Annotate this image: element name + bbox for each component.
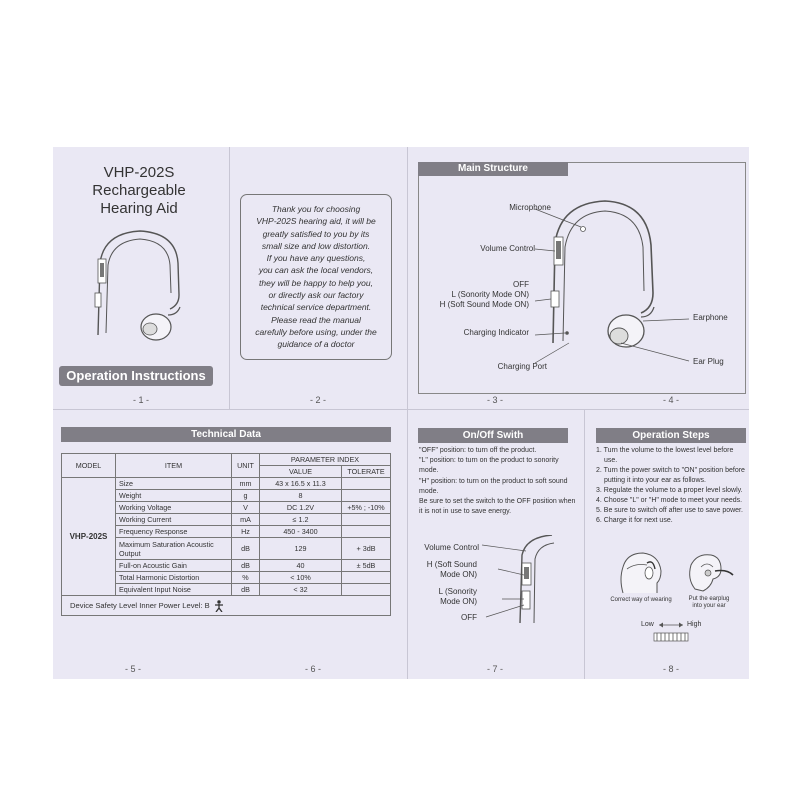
item-cell: Weight bbox=[116, 490, 232, 502]
unit-cell: g bbox=[232, 490, 260, 502]
switch-detail-illustration bbox=[478, 535, 558, 625]
operation-steps-list bbox=[596, 446, 748, 526]
fold-line-v3 bbox=[584, 409, 585, 679]
unit-cell: V bbox=[232, 502, 260, 514]
page-number-5: - 5 - bbox=[124, 664, 141, 674]
tolerate-cell bbox=[342, 526, 391, 538]
on-off-instructions bbox=[419, 446, 579, 517]
label-l-mode: L (Sonority Mode ON) bbox=[451, 290, 529, 299]
title-line1: Rechargeable bbox=[92, 182, 186, 199]
item-cell: Working Voltage bbox=[116, 502, 232, 514]
tolerate-cell: ± 5dB bbox=[342, 560, 391, 572]
on-off-line: "OFF" position: to turn off the product. bbox=[419, 447, 537, 454]
intro-box bbox=[240, 194, 392, 360]
intro-line: small size and low distortion. bbox=[261, 240, 371, 251]
col-model: MODEL bbox=[62, 454, 116, 478]
safety-row bbox=[62, 596, 391, 616]
page-number-8: - 8 - bbox=[662, 664, 679, 674]
step-item: 3. Regulate the volume to a proper level slowly. bbox=[596, 487, 743, 494]
caption-correct-wearing: Correct way of wearing bbox=[610, 597, 672, 603]
model-cell: VHP-202S bbox=[62, 478, 116, 596]
item-cell: Size bbox=[116, 478, 232, 490]
tolerate-cell bbox=[342, 584, 391, 596]
unit-cell: dB bbox=[232, 584, 260, 596]
item-cell: Working Current bbox=[116, 514, 232, 526]
value-cell: < 32 bbox=[260, 584, 342, 596]
label-earphone: Earphone bbox=[693, 313, 728, 322]
step-item: 6. Charge it for next use. bbox=[596, 517, 673, 524]
operation-instructions-label: Operation Instructions bbox=[59, 366, 213, 386]
item-cell: Maximum Saturation Acoustic Output bbox=[116, 538, 232, 560]
label-h-mode: H (Soft Sound Mode ON) bbox=[439, 300, 529, 309]
unit-cell: mm bbox=[232, 478, 260, 490]
unit-cell: Hz bbox=[232, 526, 260, 538]
tolerate-cell: +5% ; -10% bbox=[342, 502, 391, 514]
page-number-6: - 6 - bbox=[304, 664, 321, 674]
on-off-line: "H" position: to turn on the product to soft sound mode. bbox=[419, 477, 568, 495]
operation-steps-header: Operation Steps bbox=[596, 428, 746, 443]
manual-sheet bbox=[53, 147, 749, 679]
low-high-arrow-icon bbox=[657, 621, 685, 629]
caption-earplug-1: Put the earplug bbox=[688, 596, 730, 602]
type-b-person-icon bbox=[214, 600, 224, 612]
intro-line: or directly ask our factory bbox=[268, 290, 364, 301]
value-cell: < 10% bbox=[260, 572, 342, 584]
table-row bbox=[62, 478, 391, 490]
head-wearing-illustration bbox=[613, 549, 669, 595]
step-item: 2. Turn the power switch to "ON" position before putting it into your ear as follows. bbox=[596, 467, 745, 484]
value-cell: ≤ 1.2 bbox=[260, 514, 342, 526]
main-structure-illustration bbox=[533, 193, 693, 363]
item-cell: Equivalent Input Noise bbox=[116, 584, 232, 596]
item-cell: Total Harmonic Distortion bbox=[116, 572, 232, 584]
intro-line: greatly satisfied to you by its bbox=[262, 228, 370, 239]
page-number-7: - 7 - bbox=[486, 664, 503, 674]
page-number-2: - 2 - bbox=[309, 395, 326, 405]
col-parameter-index: PARAMETER INDEX bbox=[260, 454, 391, 466]
intro-line: you can ask the local vendors, bbox=[258, 265, 374, 276]
fold-line-v1 bbox=[229, 147, 230, 409]
step-item: 4. Choose "L" or "H" mode to meet your needs. bbox=[596, 497, 743, 504]
label-microphone: Microphone bbox=[509, 203, 551, 212]
on-off-line: "L" position: to turn on the product to sonority mode. bbox=[419, 457, 559, 475]
intro-line: they will be happy to help you, bbox=[259, 277, 373, 288]
title-line2: Hearing Aid bbox=[100, 200, 178, 217]
fold-line-v2 bbox=[407, 147, 408, 679]
label-low: Low bbox=[641, 621, 654, 628]
label-h-soft-1: H (Soft Sound bbox=[426, 560, 477, 569]
intro-line: Please read the manual bbox=[271, 314, 361, 325]
model-title: VHP-202S bbox=[103, 164, 175, 181]
main-structure-header: Main Structure bbox=[418, 162, 568, 176]
item-cell: Full-on Acoustic Gain bbox=[116, 560, 232, 572]
col-tolerate: TOLERATE bbox=[342, 466, 391, 478]
on-off-line: Be sure to set the switch to the OFF position when it is not in use to save energy. bbox=[419, 498, 576, 516]
tolerate-cell bbox=[342, 572, 391, 584]
col-unit: UNIT bbox=[232, 454, 260, 478]
unit-cell: dB bbox=[232, 560, 260, 572]
value-cell: DC 1.2V bbox=[260, 502, 342, 514]
step-item: 5. Be sure to switch off after use to save power. bbox=[596, 507, 743, 514]
tolerate-cell bbox=[342, 478, 391, 490]
tolerate-cell: + 3dB bbox=[342, 538, 391, 560]
safety-text: Device Safety Level Inner Power Level: B bbox=[70, 600, 210, 610]
step-item: 1. Turn the volume to the lowest level before use. bbox=[596, 447, 734, 464]
intro-line: technical service department. bbox=[260, 302, 372, 313]
unit-cell: mA bbox=[232, 514, 260, 526]
intro-line: carefully before using, under the bbox=[255, 326, 377, 337]
ear-plug-illustration bbox=[681, 549, 737, 595]
technical-data-header: Technical Data bbox=[61, 427, 391, 442]
label-l-sonority-2: Mode ON) bbox=[440, 597, 477, 606]
page-number-4: - 4 - bbox=[662, 395, 679, 405]
value-cell: 129 bbox=[260, 538, 342, 560]
page-number-1: - 1 - bbox=[132, 395, 149, 405]
label-volume-control-2: Volume Control bbox=[424, 543, 479, 552]
caption-earplug-2: into your ear bbox=[692, 603, 726, 609]
label-volume-control: Volume Control bbox=[480, 244, 535, 253]
item-cell: Frequency Response bbox=[116, 526, 232, 538]
label-off-2: OFF bbox=[461, 613, 477, 622]
label-ear-plug: Ear Plug bbox=[693, 357, 724, 366]
intro-line: If you have any questions, bbox=[266, 253, 366, 264]
tolerate-cell bbox=[342, 514, 391, 526]
intro-line: Thank you for choosing bbox=[271, 204, 361, 214]
intro-line: VHP-202S hearing aid, it will be bbox=[256, 216, 376, 227]
label-off: OFF bbox=[513, 280, 529, 289]
value-cell: 8 bbox=[260, 490, 342, 502]
col-item: ITEM bbox=[116, 454, 232, 478]
label-charging-port: Charging Port bbox=[497, 362, 547, 371]
volume-wheel-icon bbox=[653, 631, 689, 643]
unit-cell: % bbox=[232, 572, 260, 584]
tolerate-cell bbox=[342, 490, 391, 502]
label-high: High bbox=[687, 621, 702, 628]
value-cell: 450 - 3400 bbox=[260, 526, 342, 538]
value-cell: 43 x 16.5 x 11.3 bbox=[260, 478, 342, 490]
page-number-3: - 3 - bbox=[486, 395, 503, 405]
intro-line: guidance of a doctor bbox=[277, 339, 355, 350]
value-cell: 40 bbox=[260, 560, 342, 572]
label-l-sonority-1: L (Sonority bbox=[438, 587, 477, 596]
fold-line-horizontal bbox=[53, 409, 749, 410]
technical-data-table bbox=[61, 453, 391, 616]
label-charging-indicator: Charging Indicator bbox=[463, 328, 529, 337]
safety-cell bbox=[62, 596, 391, 616]
col-value: VALUE bbox=[260, 466, 342, 478]
hearing-aid-illustration bbox=[78, 223, 198, 349]
label-h-soft-2: Mode ON) bbox=[440, 570, 477, 579]
on-off-switch-header: On/Off Swith bbox=[418, 428, 568, 443]
unit-cell: dB bbox=[232, 538, 260, 560]
